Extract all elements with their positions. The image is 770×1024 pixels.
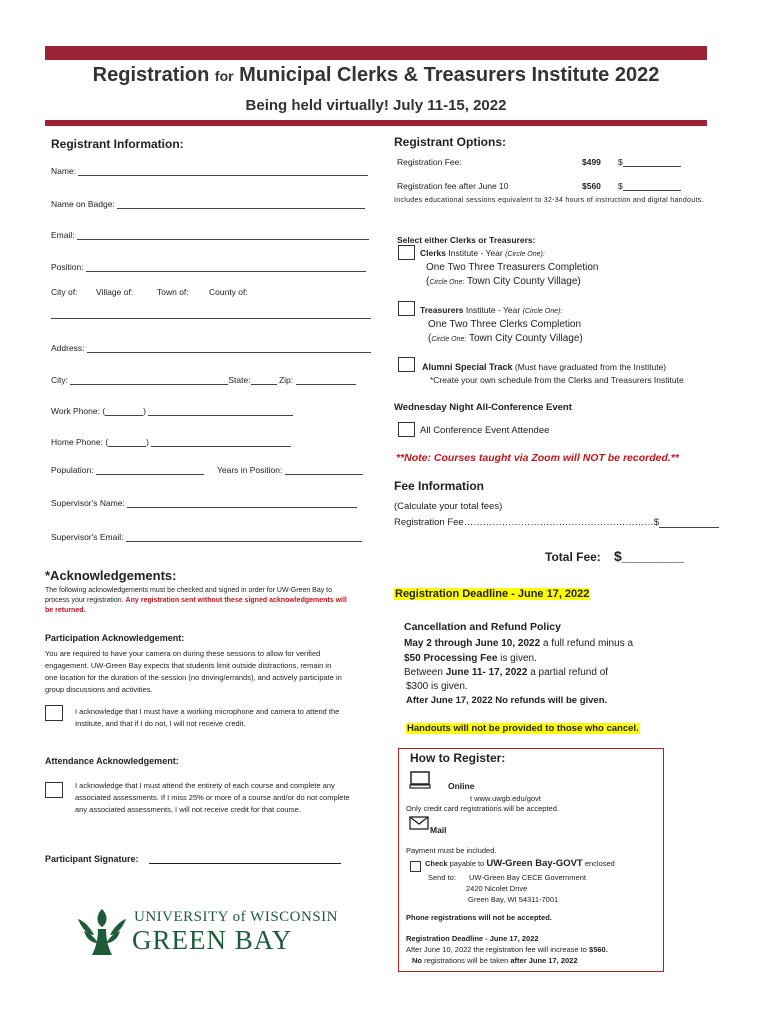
participation-checkbox[interactable]	[45, 705, 63, 721]
mail-label: Mail	[430, 825, 447, 835]
acknowledgements-heading: *Acknowledgements:	[45, 568, 177, 583]
payment-note: Payment must be included.	[406, 846, 497, 855]
online-label: Online	[448, 781, 475, 791]
computer-icon	[409, 771, 431, 794]
signature-label: Participant Signature:	[45, 854, 139, 864]
refund-line-1: May 2 through June 10, 2022 a full refund minus a	[404, 638, 633, 649]
send-to-label: Send to:	[428, 873, 456, 882]
attendance-checkbox[interactable]	[45, 782, 63, 798]
select-track-label: Select either Clerks or Treasurers:	[397, 235, 536, 245]
online-note: Only credit card registrations will be accepted.	[406, 804, 559, 813]
no-registrations-note: No registrations will be taken after June 17, 2022	[412, 956, 578, 965]
late-fee-field[interactable]: $	[618, 181, 681, 191]
registrant-info-heading: Registrant Information:	[51, 137, 184, 151]
online-url[interactable]: t www.uwgb.edu/govt	[470, 794, 541, 803]
supervisor-name-field[interactable]: Supervisor's Name:	[51, 498, 357, 508]
address-field[interactable]: Address:	[51, 343, 371, 353]
position-field[interactable]: Position:	[51, 262, 366, 272]
signature-line[interactable]	[149, 863, 341, 864]
population-field[interactable]: Population:	[51, 465, 204, 475]
fee-info-heading: Fee Information	[394, 479, 485, 493]
registration-fee-label: Registration Fee:	[397, 157, 462, 167]
header-top-bar	[45, 46, 707, 60]
form-subtitle: Being held virtually! July 11-15, 2022	[245, 97, 507, 114]
home-phone-field[interactable]: Home Phone: ( )	[51, 437, 291, 447]
clerks-year-options[interactable]: One Two Three Treasurers Completion	[426, 262, 599, 273]
treasurers-track-label: Treasurers Institute - Year (Circle One):	[420, 305, 563, 315]
participation-check-text: I acknowledge that I must have a working microphone and camera to attend the Institute, and that if I do not, I will not receive credit.	[75, 707, 340, 728]
phone-note: Phone registrations will not be accepted.	[406, 913, 552, 922]
mail-address-line-1: UW-Green Bay CECE Government	[469, 873, 586, 882]
municipality-type-label-town: Town of:	[157, 287, 189, 297]
wednesday-event-checkbox[interactable]	[398, 422, 415, 437]
total-fee-field[interactable]: $________	[614, 548, 685, 564]
acknowledgements-intro: The following acknowledgements must be checked and signed in order for UW-Green Bay to process your registration. Any registration sent without these signed acknowledgements will be returned.	[45, 587, 347, 614]
participation-text: You are required to have your camera on during these sessions to allow for verified engagement. UW-Green Bay expects that students limit outside distractions, remain in one location for the duration of the session (no driving/errands), and actively participate in group discussions and activities.	[45, 649, 342, 694]
clerks-track-label: Clerks Institute - Year (Circle One):	[420, 248, 545, 258]
registration-deadline-banner: Registration Deadline - June 17, 2022	[395, 588, 590, 600]
header-bottom-bar	[45, 120, 707, 126]
logo-line-2: GREEN BAY	[132, 925, 293, 955]
participation-heading: Participation Acknowledgement:	[45, 633, 185, 643]
name-field[interactable]: Name:	[51, 166, 368, 176]
how-to-register-heading: How to Register:	[410, 751, 506, 765]
logo-line-1: UNIVERSITY of WISCONSIN	[134, 909, 338, 925]
city-state-zip-field[interactable]: City: State: Zip:	[51, 375, 356, 385]
total-fee-label: Total Fee:	[545, 550, 601, 564]
refund-line-4: $300 is given.	[406, 681, 468, 692]
includes-note: Includes educational sessions equivalent to 32-34 hours of instruction and digital handouts.	[394, 197, 704, 204]
refund-policy-heading: Cancellation and Refund Policy	[404, 621, 561, 633]
mail-icon	[409, 816, 429, 835]
check-enclosed-checkbox[interactable]	[410, 861, 421, 872]
handouts-notice: Handouts will not be provided to those who cancel.	[407, 723, 639, 734]
municipality-type-label-village: Village of:	[96, 287, 134, 297]
late-fee-label: Registration fee after June 10	[397, 181, 509, 191]
registration-fee-field[interactable]: $	[618, 157, 681, 167]
treasurers-year-options[interactable]: One Two Three Clerks Completion	[428, 319, 582, 330]
mail-address-line-3: Green Bay, WI 54311-7001	[468, 895, 559, 904]
alumni-note: *Create your own schedule from the Clerks and Treasurers Institute	[430, 375, 684, 385]
alumni-checkbox[interactable]	[398, 357, 415, 372]
fee-increase-note: After June 10, 2022 the registration fee will increase to $560.	[406, 945, 608, 954]
wednesday-event-heading: Wednesday Night All-Conference Event	[394, 402, 572, 413]
treasurers-checkbox[interactable]	[398, 301, 415, 316]
refund-line-5: After June 17, 2022 No refunds will be given.	[406, 695, 608, 706]
treasurers-jurisdiction-options[interactable]: (Circle One: Town City County Village)	[428, 333, 583, 344]
registration-fee-amount: $499	[582, 157, 601, 167]
supervisor-email-field[interactable]: Supervisor's Email:	[51, 532, 362, 542]
attendance-check-text: I acknowledge that I must attend the entirety of each course and complete any associated assessments. If I miss 25% or more of a course and/or do not complete any associated assessments, I will not receive credit for that course.	[75, 781, 350, 814]
badge-name-field[interactable]: Name on Badge:	[51, 199, 365, 209]
check-payable-text: Check payable to UW-Green Bay-GOVT enclosed	[425, 858, 615, 869]
registrant-options-heading: Registrant Options:	[394, 135, 507, 149]
municipality-type-label-county: County of:	[209, 287, 248, 297]
alumni-track-label: Alumni Special Track (Must have graduated from the Institute)	[422, 362, 667, 372]
work-phone-field[interactable]: Work Phone: ( )	[51, 406, 293, 416]
mail-address-line-2: 2420 Nicolet Drive	[466, 884, 528, 893]
clerks-jurisdiction-options[interactable]: (Circle One: Town City County Village)	[426, 276, 581, 287]
refund-line-2: $50 Processing Fee is given.	[404, 653, 537, 664]
clerks-checkbox[interactable]	[398, 245, 415, 260]
fee-calc-note: (Calculate your total fees)	[394, 501, 503, 512]
fee-total-line[interactable]: Registration Fee……………………………………………………$	[394, 517, 719, 528]
municipality-type-label-city: City of:	[51, 287, 78, 297]
form-title: Registration for Municipal Clerks & Treasurers Institute 2022	[92, 64, 660, 86]
refund-line-3: Between June 11- 17, 2022 a partial refund of	[404, 667, 609, 678]
panel-deadline: Registration Deadline - June 17, 2022	[406, 934, 539, 943]
wednesday-event-label: All Conference Event Attendee	[420, 425, 550, 436]
phoenix-logo-icon	[74, 905, 130, 962]
zoom-recording-note: **Note: Courses taught via Zoom will NOT be recorded.**	[396, 452, 679, 464]
attendance-heading: Attendance Acknowledgement:	[45, 756, 179, 766]
email-field[interactable]: Email:	[51, 230, 369, 240]
years-in-position-field[interactable]: Years in Position:	[217, 465, 363, 475]
late-fee-amount: $560	[582, 181, 601, 191]
municipality-field[interactable]	[51, 318, 371, 319]
